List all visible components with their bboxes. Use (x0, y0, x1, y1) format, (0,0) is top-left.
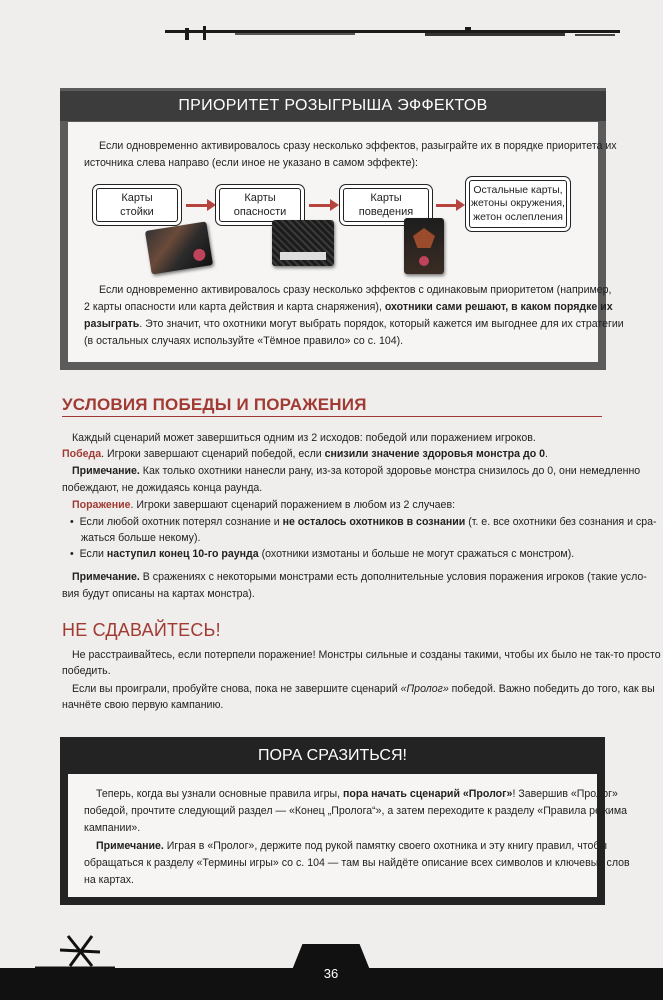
text-run: В сражениях с некоторыми монстрами есть дополнительные условия поражения игроков (такие усло- (139, 571, 647, 583)
paragraph-line (72, 681, 655, 698)
chain-item-stance-cards (96, 188, 178, 222)
chain-item-text: Остальные карты, (473, 183, 563, 196)
bullet-item-cont: жаться больше некому). (81, 532, 201, 544)
text-run: Теперь, когда вы узнали основные правила игры, (96, 788, 343, 800)
victory-intro: Каждый сценарий может завершиться одним из 2 исходов: победой или поражением игроков. (72, 432, 536, 444)
behavior-card-image (404, 218, 444, 274)
note-label: Примечание. (72, 571, 140, 583)
priority-box-title: ПРИОРИТЕТ РОЗЫГРЫША ЭФФЕКТОВ (60, 91, 606, 121)
chain-item-text: Карты (244, 192, 276, 204)
priority-para-line: (в остальных случаях используйте «Тёмное правило» со с. 104). (84, 335, 404, 347)
note-label: Примечание. (72, 465, 140, 477)
text-run: . (545, 448, 548, 460)
text-run: победой. Важно победить до того, как вы (448, 683, 655, 695)
text-run: Если (79, 548, 107, 560)
text-run: Играя в «Пролог», держите под рукой памятку своего охотника и эту книгу правил, чтобы (163, 840, 608, 852)
italic-run: «Пролог» (400, 683, 449, 695)
monster-head-icon (413, 228, 435, 248)
fight-line: победой, прочтите следующий раздел — «Конец „Пролога“», а затем переходите к разделу «Правила режима (84, 805, 627, 817)
chain-item-text: жетоны окружения, (471, 197, 565, 210)
victory-heading: УСЛОВИЯ ПОБЕДЫ И ПОРАЖЕНИЯ (62, 395, 367, 414)
lose-condition (72, 497, 455, 514)
top-grunge-decoration (165, 26, 620, 42)
bullet-item (70, 514, 657, 531)
arrow-right-icon (186, 204, 208, 207)
danger-card-image (272, 220, 334, 266)
text-run: ! Завершив «Пролог» (512, 788, 618, 800)
win-condition (62, 446, 548, 463)
note-line: вия будут описаны на картах монстра). (62, 588, 255, 600)
note-line (72, 569, 647, 586)
bold-run: снизили значение здоровья монстра до 0 (324, 448, 546, 460)
chain-item-text: опасности (233, 206, 287, 218)
bullet-item (70, 546, 574, 563)
priority-para-line (84, 316, 624, 333)
priority-para-line (84, 299, 613, 316)
text-run: . Это значит, что охотники могут выбрать порядок, который кажется им выгоднее для их стратегии (139, 318, 624, 330)
bullet-icon: • (70, 516, 80, 528)
fight-box (60, 737, 608, 905)
note-label: Примечание. (96, 840, 164, 852)
arrow-right-icon (436, 204, 457, 207)
card-symbol-icon (192, 248, 206, 262)
chain-item-text: Карты (121, 192, 153, 204)
chain-item-danger-cards (219, 188, 301, 222)
card-label-strip (280, 252, 326, 260)
bold-run: наступил конец 10-го раунда (106, 548, 259, 560)
claw-mark-icon (30, 930, 120, 970)
heading-rule (62, 416, 602, 417)
chain-item-other-cards (469, 180, 567, 228)
fight-line (96, 838, 607, 855)
fight-box-title: ПОРА СРАЗИТЬСЯ! (258, 747, 407, 764)
text-run: Если любой охотник потерял сознание и (79, 516, 283, 528)
chain-item-behavior-cards (343, 188, 429, 222)
priority-intro-line: источника слева направо (если иное не указано в самом эффекте): (84, 157, 418, 169)
arrow-right-icon (309, 204, 331, 207)
paragraph-line: победить. (62, 665, 111, 677)
lose-label: Поражение (72, 499, 131, 511)
page-number: 36 (323, 966, 339, 981)
chain-item-text: стойки (120, 206, 154, 218)
chain-item-text: жетон ослепления (473, 210, 563, 223)
bold-run: пора начать сценарий «Пролог» (342, 788, 513, 800)
text-run: (охотники измотаны и больше не могут сражаться с монстром). (258, 548, 575, 560)
text-run: 2 карты опасности или карта действия и карта снаряжения), (84, 301, 385, 313)
priority-intro-line: Если одновременно активировалось сразу несколько эффектов, разыграйте их в порядке приоритета их (99, 140, 617, 152)
bold-run: разыграть (84, 318, 140, 330)
dont-give-up-heading: НЕ СДАВАЙТЕСЬ! (62, 620, 221, 640)
bullet-icon: • (70, 548, 80, 560)
fight-line: кампании». (84, 822, 141, 834)
fight-line: обращаться к разделу «Термины игры» со с. 104 — там вы найдёте описание всех символов и ключевых слов (84, 857, 630, 869)
win-label: Победа (62, 448, 102, 460)
fight-line (96, 786, 618, 803)
fight-line: на картах. (84, 874, 134, 886)
paragraph-line: начнёте свою первую кампанию. (62, 699, 224, 711)
text-run: . Игроки завершают сценарий поражением в любом из 2 случаев: (130, 499, 456, 511)
note-line (72, 463, 640, 480)
priority-para-line: Если одновременно активировалось сразу несколько эффектов с одинаковым приоритетом (например, (99, 284, 612, 296)
text-run: (т. е. все охотники без сознания и сра- (465, 516, 657, 528)
card-symbol-icon (419, 256, 429, 266)
note-line: побеждают, не дожидаясь конца раунда. (62, 482, 263, 494)
chain-item-text: Карты (370, 192, 402, 204)
bold-run: охотники сами решают, в каком порядке их (384, 301, 613, 313)
chain-item-text: поведения (358, 206, 414, 218)
bold-run: не осталось охотников в сознании (282, 516, 466, 528)
text-run: Как только охотники нанесли рану, из-за которой здоровье монстра снизилось до 0, они немедленно (139, 465, 641, 477)
text-run: Если вы проиграли, пробуйте снова, пока не завершите сценарий (72, 683, 401, 695)
text-run: . Игроки завершают сценарий победой, если (101, 448, 325, 460)
paragraph-line: Не расстраивайтесь, если потерпели поражение! Монстры сильные и созданы такими, чтобы их было не так-то просто (72, 649, 661, 661)
